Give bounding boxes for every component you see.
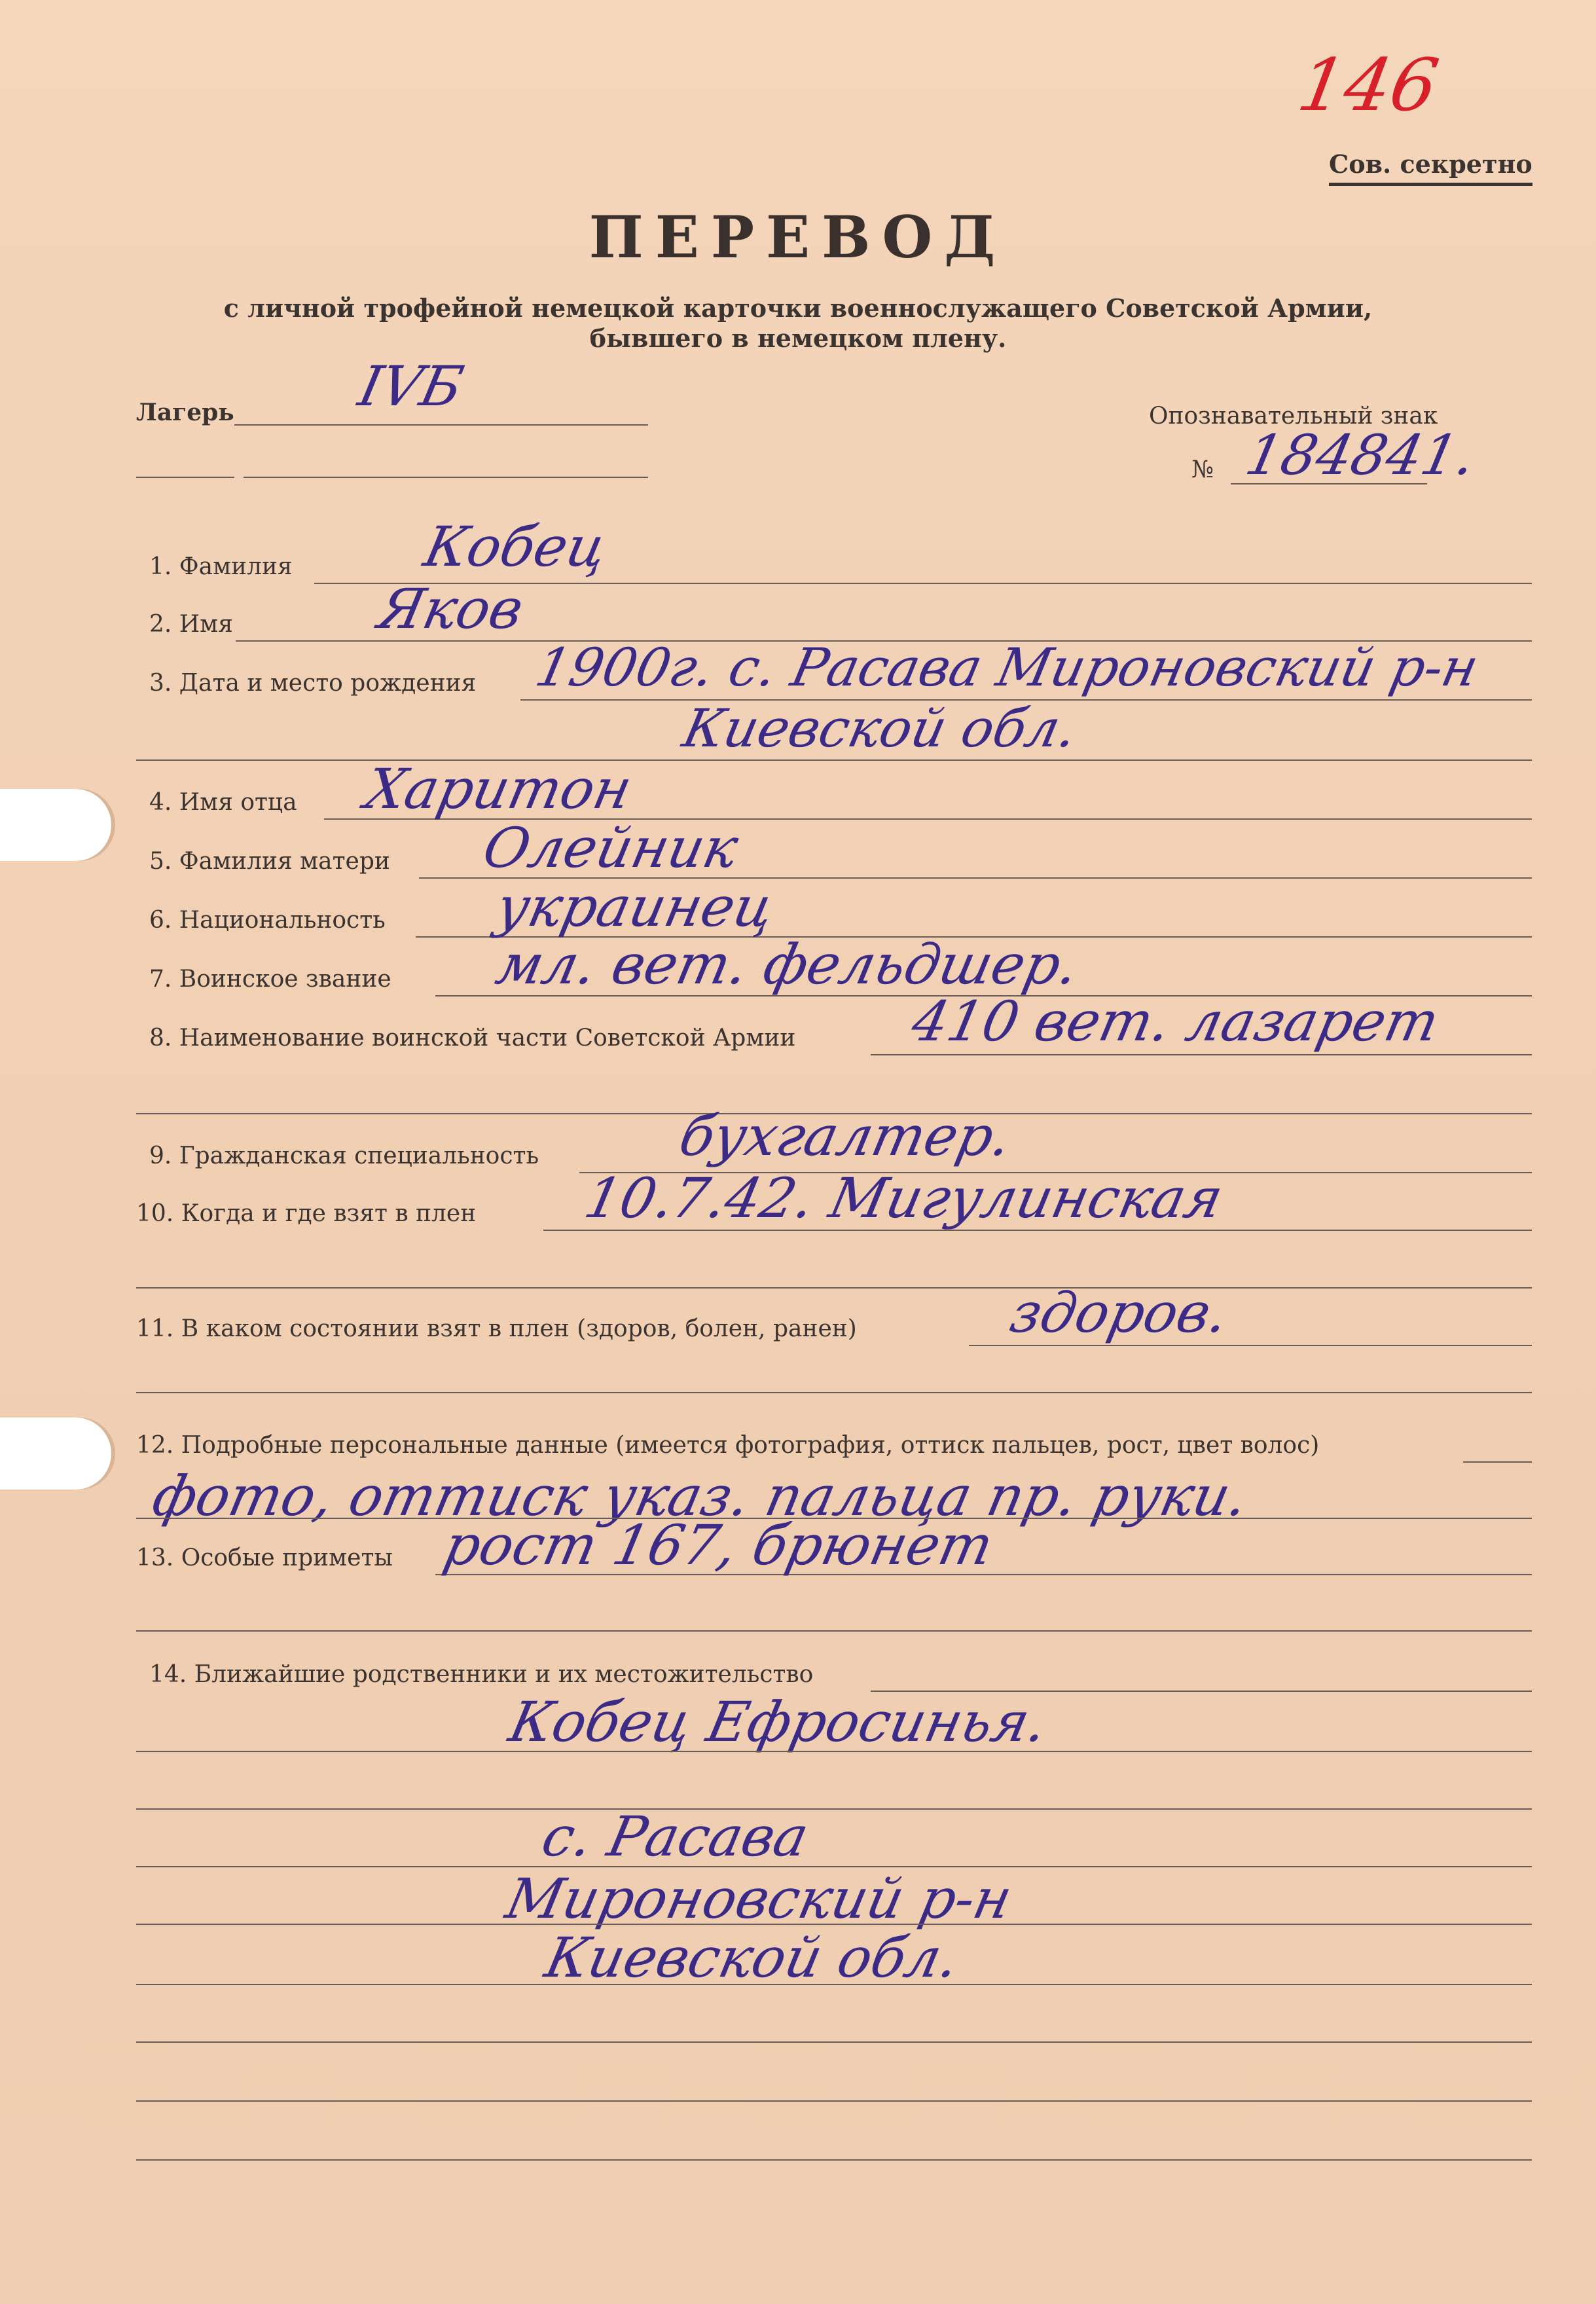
name-label: 2. Имя (149, 611, 233, 638)
condition-value: здоров. (1004, 1281, 1234, 1345)
surname-label: 1. Фамилия (149, 553, 293, 580)
features-label: 13. Особые приметы (136, 1545, 393, 1571)
features-value: рост 167, брюнет (438, 1513, 999, 1577)
camp-line-2b (244, 477, 648, 478)
tag-label: Опознавательный знак (1149, 403, 1438, 430)
father-value: Харитон (359, 757, 638, 821)
father-label: 4. Имя отца (149, 789, 297, 816)
mother-value: Олейник (477, 816, 744, 880)
relatives-line-5 (136, 1924, 1532, 1925)
personal-line-1 (1463, 1461, 1532, 1463)
condition-line-2 (136, 1392, 1532, 1393)
rank-value: мл. вет. фельдшер. (490, 932, 1085, 997)
classification-stamp: Сов. секретно (1329, 149, 1533, 186)
condition-line-1 (969, 1345, 1532, 1346)
birth-value-2: Киевской обл. (678, 698, 1083, 759)
captured-value: 10.7.42. Мигулинская (579, 1166, 1229, 1230)
unit-label: 8. Наименование воинской части Советской Армии (149, 1025, 796, 1051)
birth-value-1: 1900г. с. Расава Мироновский р-н (530, 637, 1484, 698)
relatives-line-9 (136, 2159, 1532, 2161)
subtitle-line-2: бывшего в немецком плену. (589, 323, 1007, 353)
relatives-label: 14. Ближайшие родственники и их местожительство (149, 1661, 814, 1688)
profession-label: 9. Гражданская специальность (149, 1143, 539, 1169)
surname-value: Кобец (418, 515, 613, 579)
camp-label: Лагерь (136, 399, 234, 426)
relatives-line-7 (136, 2041, 1532, 2043)
relatives-line-8 (136, 2100, 1532, 2102)
birth-line-2 (136, 759, 1532, 761)
relatives-line-6 (136, 1984, 1532, 1985)
tag-value: 184841. (1240, 423, 1481, 487)
camp-value: IVБ (353, 354, 469, 418)
relatives-value-1: Кобец Ефросинья. (503, 1690, 1053, 1754)
tag-no-label: № (1191, 456, 1214, 483)
punch-hole-top (0, 789, 111, 861)
unit-line-1 (871, 1054, 1532, 1055)
personal-label: 12. Подробные персональные данные (имеется фотография, оттиск пальцев, рост, цвет волос) (136, 1432, 1320, 1459)
captured-line-2 (136, 1287, 1532, 1289)
nationality-value: украинец (490, 875, 780, 939)
page-number: 146 (1292, 43, 1445, 127)
document-title: ПЕРЕВОД (589, 203, 1007, 271)
nationality-label: 6. Национальность (149, 907, 386, 934)
relatives-value-4: Киевской обл. (539, 1926, 965, 1990)
rank-label: 7. Воинское звание (149, 966, 391, 993)
personal-value: фото, оттиск указ. пальца пр. руки. (147, 1464, 1254, 1528)
camp-line-2a (136, 477, 234, 478)
mother-label: 5. Фамилия матери (149, 848, 390, 875)
unit-value: 410 вет. лазарет (906, 989, 1445, 1053)
punch-hole-bottom (0, 1417, 111, 1490)
relatives-line-3 (136, 1808, 1532, 1810)
condition-label: 11. В каком состоянии взят в плен (здоров, болен, ранен) (136, 1315, 857, 1342)
relatives-value-2: с. Расава (536, 1804, 814, 1869)
relatives-line-2 (136, 1751, 1532, 1752)
captured-label: 10. Когда и где взят в плен (136, 1200, 477, 1227)
subtitle-line-1: с личной трофейной немецкой карточки военнослужащего Советской Армии, (223, 293, 1373, 323)
features-line-2 (136, 1630, 1532, 1632)
birth-label: 3. Дата и место рождения (149, 670, 477, 697)
camp-line (234, 424, 648, 426)
profession-value: бухгалтер. (674, 1104, 1017, 1168)
name-value: Яков (372, 577, 529, 641)
relatives-value-3: Мироновский р-н (500, 1867, 1018, 1931)
